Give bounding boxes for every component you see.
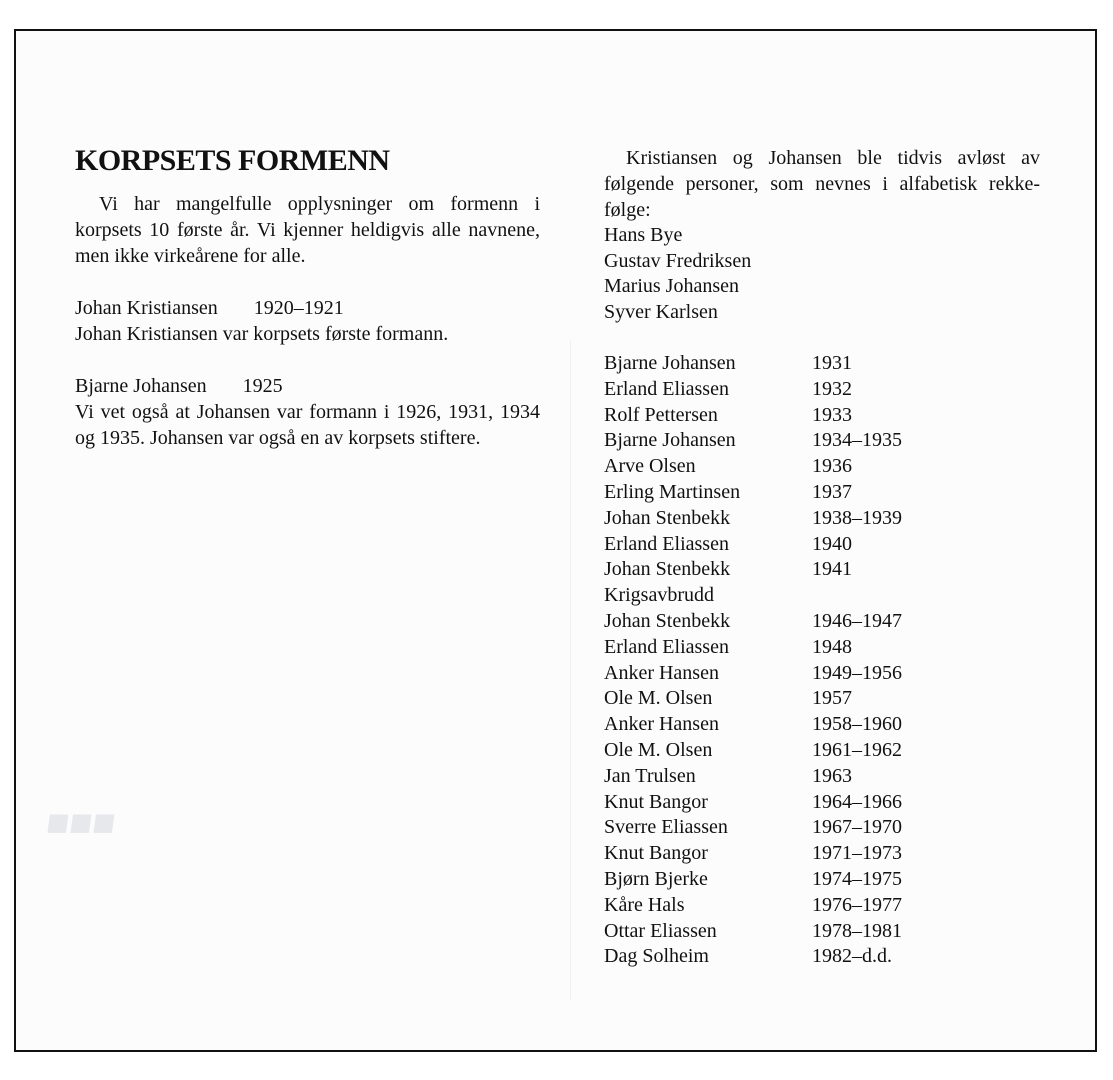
chairman-row: [604, 686, 1040, 712]
chairman-name: Sverre Eliassen: [604, 816, 728, 839]
chairman-years: 1948: [812, 635, 852, 658]
chairman-name: Johan Stenbekk: [604, 558, 731, 581]
chairman-row: [604, 944, 1040, 970]
chairman-row: [604, 557, 1040, 583]
chairman-name: Ole M. Olsen: [604, 687, 713, 710]
chairman-name: Knut Bangor: [604, 842, 708, 865]
chairman-years: 1978–1981: [812, 919, 902, 942]
chairman-row: [604, 351, 1040, 377]
chairman-name: Bjørn Bjerke: [604, 867, 708, 890]
chairman-row: [604, 403, 1040, 429]
chairman-name: Erland Eliassen: [604, 635, 729, 658]
chairman-row: [604, 919, 1040, 945]
entry-header: [75, 295, 540, 321]
chairman-name: Erland Eliassen: [604, 532, 729, 555]
chairman-row: [604, 377, 1040, 403]
chairman-name: Rolf Pettersen: [604, 403, 718, 426]
chairman-row: [604, 764, 1040, 790]
entry-note: Johan Kristiansen var korpsets første formann.: [75, 323, 449, 345]
entry-name: Bjarne Johansen: [75, 375, 207, 397]
chairman-name: Dag Solheim: [604, 945, 709, 968]
substitute-name: Syver Karlsen: [604, 300, 718, 323]
substitute-name: Gustav Fredriksen: [604, 249, 752, 272]
chairman-years: 1937: [812, 480, 852, 503]
entry-note: Vi vet også at Johansen var formann i 1926, 1931, 1934 og 1935. Johansen var også en av korpsets stiftere.: [75, 401, 540, 449]
chairman-row: [604, 532, 1040, 558]
chairman-name: Bjarne Johansen: [604, 352, 736, 374]
chairman-row: [604, 867, 1040, 893]
chairman-years: 1958–1960: [812, 713, 902, 736]
chairman-years: 1976–1977: [812, 893, 902, 916]
chairman-years: 1933: [812, 403, 852, 426]
chairman-years: 1941: [812, 558, 852, 581]
chairman-years: 1964–1966: [812, 790, 902, 813]
chairman-name: Bjarne Johansen: [604, 429, 736, 452]
chairman-name: Ole M. Olsen: [604, 738, 713, 761]
chairman-years: 1974–1975: [812, 867, 902, 890]
chairman-years: 1963: [812, 764, 852, 787]
chairman-row: [604, 790, 1040, 816]
chairman-name: Arve Olsen: [604, 455, 696, 478]
chairman-name: Krigsavbrudd: [604, 584, 714, 607]
substitute-name: Marius Johansen: [604, 275, 739, 297]
substitute-names-list: [604, 223, 1040, 325]
chairman-years: 1982–d.d.: [812, 945, 892, 968]
intro-paragraph: Vi har mangelfulle opplysninger om formenn i korpsets 10 første år. Vi kjenner heldigvis alle navnene, men ikke virkeårene for alle.: [75, 193, 540, 267]
chairman-years: 1946–1947: [812, 609, 902, 632]
section-heading: KORPSETS FORMENN: [75, 144, 390, 177]
entry-years: 1925: [242, 375, 283, 397]
chairman-row: [604, 841, 1040, 867]
chairman-row: [604, 609, 1040, 635]
chairman-name: Anker Hansen: [604, 713, 719, 736]
chairman-name: Johan Stenbekk: [604, 506, 731, 529]
chairman-row: [604, 712, 1040, 738]
chairman-years: 1931: [812, 352, 852, 374]
chairman-years: 1961–1962: [812, 738, 902, 761]
chairman-name: Jan Trulsen: [604, 764, 696, 787]
chairman-name: Knut Bangor: [604, 790, 708, 813]
chairman-years: 1940: [812, 532, 852, 555]
chairman-row: [604, 428, 1040, 454]
chairman-row: [604, 815, 1040, 841]
chairman-row: [604, 635, 1040, 661]
chairman-row: [604, 480, 1040, 506]
chairman-row: [604, 738, 1040, 764]
chairman-years: 1967–1970: [812, 816, 902, 839]
entry-years: 1920–1921: [253, 297, 344, 319]
chairman-years: 1934–1935: [812, 429, 902, 452]
substitutes-intro: Kristiansen og Johansen ble tidvis avløst av følgende personer, som nevnes i alfabetisk rekke-følge:: [604, 147, 1040, 221]
chairman-name: Erling Martinsen: [604, 480, 741, 503]
chairman-name: Kåre Hals: [604, 893, 685, 916]
entry-header: [75, 373, 540, 399]
chairman-years: 1938–1939: [812, 506, 902, 529]
chairman-row: [604, 506, 1040, 532]
entry-name: Johan Kristiansen: [75, 297, 218, 319]
chairman-row: [604, 583, 1040, 609]
show-through-decoration: ■■■: [43, 802, 119, 844]
left-column: [75, 143, 540, 451]
chairmen-list: [604, 351, 1040, 970]
substitute-name: Hans Bye: [604, 224, 683, 246]
chairman-years: 1949–1956: [812, 661, 902, 684]
chairman-name: Anker Hansen: [604, 661, 719, 684]
chairman-name: Ottar Eliassen: [604, 919, 717, 942]
chairman-row: [604, 893, 1040, 919]
chairman-years: 1957: [812, 687, 852, 710]
chairman-name: Johan Stenbekk: [604, 609, 731, 632]
chairman-years: 1971–1973: [812, 842, 902, 865]
right-column: [604, 145, 1040, 970]
chairman-years: 1936: [812, 455, 852, 478]
chairman-row: [604, 454, 1040, 480]
chairman-name: Erland Eliassen: [604, 377, 729, 400]
chairman-years: 1932: [812, 377, 852, 400]
chairman-row: [604, 661, 1040, 687]
